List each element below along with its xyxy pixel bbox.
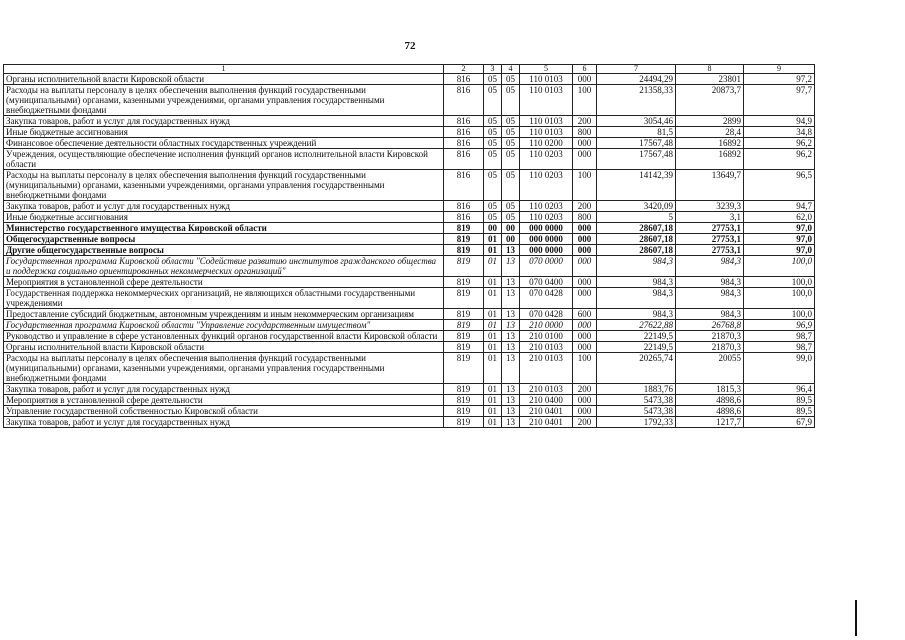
expense-type-cell: 000 — [573, 320, 597, 331]
expense-type-cell: 000 — [573, 342, 597, 353]
ministry-code-cell: 819 — [444, 406, 484, 417]
planned-amount-cell: 1792,33 — [597, 417, 676, 428]
table-row — [4, 138, 815, 149]
section-code-cell: 01 — [484, 406, 502, 417]
expense-name-cell: Расходы на выплаты персоналу в целях обеспечения выполнения функций государственными (муниципальными) органами, казенными учреждениями, органами управления государственными внебюджетными фондами — [4, 85, 444, 116]
section-code-cell: 01 — [484, 331, 502, 342]
expense-type-cell: 000 — [573, 149, 597, 170]
target-article-cell: 070 0000 — [520, 256, 573, 277]
target-article-cell: 070 0400 — [520, 277, 573, 288]
execution-percent-cell: 96,9 — [744, 320, 815, 331]
section-code-cell: 00 — [484, 223, 502, 234]
subsection-code-cell: 05 — [502, 201, 520, 212]
expense-name-cell: Расходы на выплаты персоналу в целях обеспечения выполнения функций государственными (муниципальными) органами, казенными учреждениями, органами управления государственными внебюджетными фондами — [4, 353, 444, 384]
expense-name-cell: Расходы на выплаты персоналу в целях обеспечения выполнения функций государственными (муниципальными) органами, казенными учреждениями, органами управления государственными внебюджетными фондами — [4, 170, 444, 201]
section-code-cell: 05 — [484, 149, 502, 170]
planned-amount-cell: 81,5 — [597, 127, 676, 138]
section-code-cell: 05 — [484, 201, 502, 212]
expense-type-cell: 200 — [573, 201, 597, 212]
expense-type-cell: 200 — [573, 116, 597, 127]
executed-amount-cell: 21870,3 — [676, 331, 744, 342]
ministry-code-cell: 819 — [444, 277, 484, 288]
planned-amount-cell: 984,3 — [597, 256, 676, 277]
header-cell-1: 1 — [4, 65, 444, 74]
table-row — [4, 149, 815, 170]
executed-amount-cell: 26768,8 — [676, 320, 744, 331]
table-row — [4, 384, 815, 395]
target-article-cell: 110 0203 — [520, 170, 573, 201]
header-cell-9: 9 — [744, 65, 815, 74]
subsection-code-cell: 05 — [502, 74, 520, 85]
expense-type-cell: 000 — [573, 138, 597, 149]
expense-name-cell: Руководство и управление в сфере установленных функций органов государственной власти Кировской области — [4, 331, 444, 342]
subsection-code-cell: 13 — [502, 406, 520, 417]
ministry-code-cell: 816 — [444, 127, 484, 138]
target-article-cell: 110 0203 — [520, 212, 573, 223]
executed-amount-cell: 2899 — [676, 116, 744, 127]
planned-amount-cell: 5473,38 — [597, 395, 676, 406]
ministry-code-cell: 816 — [444, 138, 484, 149]
executed-amount-cell: 984,3 — [676, 277, 744, 288]
subsection-code-cell: 13 — [502, 256, 520, 277]
expense-type-cell: 200 — [573, 417, 597, 428]
section-code-cell: 01 — [484, 353, 502, 384]
ministry-code-cell: 816 — [444, 201, 484, 212]
subsection-code-cell: 05 — [502, 212, 520, 223]
table-row — [4, 309, 815, 320]
planned-amount-cell: 5473,38 — [597, 406, 676, 417]
planned-amount-cell: 984,3 — [597, 277, 676, 288]
ministry-code-cell: 819 — [444, 234, 484, 245]
header-cell-8: 8 — [676, 65, 744, 74]
target-article-cell: 000 0000 — [520, 245, 573, 256]
subsection-code-cell: 05 — [502, 85, 520, 116]
executed-amount-cell: 3,1 — [676, 212, 744, 223]
execution-percent-cell: 34,8 — [744, 127, 815, 138]
expense-type-cell: 100 — [573, 353, 597, 384]
executed-amount-cell: 13649,7 — [676, 170, 744, 201]
expense-type-cell: 000 — [573, 331, 597, 342]
execution-percent-cell: 100,0 — [744, 277, 815, 288]
subsection-code-cell: 13 — [502, 309, 520, 320]
header-cell-4: 4 — [502, 65, 520, 74]
margin-line — [855, 600, 857, 636]
table-row — [4, 234, 815, 245]
expense-name-cell: Органы исполнительной власти Кировской области — [4, 74, 444, 85]
section-code-cell: 01 — [484, 234, 502, 245]
planned-amount-cell: 20265,74 — [597, 353, 676, 384]
target-article-cell: 110 0103 — [520, 85, 573, 116]
expense-type-cell: 000 — [573, 406, 597, 417]
execution-percent-cell: 97,2 — [744, 74, 815, 85]
section-code-cell: 01 — [484, 256, 502, 277]
section-code-cell: 05 — [484, 85, 502, 116]
ministry-code-cell: 816 — [444, 85, 484, 116]
expense-name-cell: Иные бюджетные ассигнования — [4, 127, 444, 138]
execution-percent-cell: 96,5 — [744, 170, 815, 201]
execution-percent-cell: 98,7 — [744, 342, 815, 353]
executed-amount-cell: 984,3 — [676, 309, 744, 320]
expense-type-cell: 800 — [573, 127, 597, 138]
header-cell-7: 7 — [597, 65, 676, 74]
expense-type-cell: 000 — [573, 277, 597, 288]
ministry-code-cell: 819 — [444, 309, 484, 320]
expense-name-cell: Учреждения, осуществляющие обеспечение исполнения функций органов исполнительной власти Кировской области — [4, 149, 444, 170]
table-row — [4, 406, 815, 417]
target-article-cell: 210 0401 — [520, 417, 573, 428]
executed-amount-cell: 21870,3 — [676, 342, 744, 353]
table-row — [4, 223, 815, 234]
ministry-code-cell: 816 — [444, 212, 484, 223]
execution-percent-cell: 94,7 — [744, 201, 815, 212]
section-code-cell: 01 — [484, 277, 502, 288]
expense-type-cell: 000 — [573, 288, 597, 309]
subsection-code-cell: 13 — [502, 277, 520, 288]
expense-name-cell: Управление государственной собственностью Кировской области — [4, 406, 444, 417]
expense-name-cell: Общегосударственные вопросы — [4, 234, 444, 245]
ministry-code-cell: 816 — [444, 149, 484, 170]
execution-percent-cell: 96,2 — [744, 138, 815, 149]
target-article-cell: 000 0000 — [520, 234, 573, 245]
table-row — [4, 277, 815, 288]
target-article-cell: 210 0103 — [520, 342, 573, 353]
ministry-code-cell: 819 — [444, 395, 484, 406]
execution-percent-cell: 67,9 — [744, 417, 815, 428]
target-article-cell: 110 0203 — [520, 149, 573, 170]
section-code-cell: 01 — [484, 320, 502, 331]
subsection-code-cell: 13 — [502, 384, 520, 395]
subsection-code-cell: 05 — [502, 138, 520, 149]
execution-percent-cell: 96,2 — [744, 149, 815, 170]
header-cell-6: 6 — [573, 65, 597, 74]
subsection-code-cell: 13 — [502, 353, 520, 384]
executed-amount-cell: 984,3 — [676, 256, 744, 277]
subsection-code-cell: 05 — [502, 116, 520, 127]
ministry-code-cell: 819 — [444, 223, 484, 234]
subsection-code-cell: 13 — [502, 320, 520, 331]
subsection-code-cell: 13 — [502, 245, 520, 256]
expense-type-cell: 600 — [573, 309, 597, 320]
subsection-code-cell: 05 — [502, 127, 520, 138]
table-row — [4, 331, 815, 342]
section-code-cell: 01 — [484, 395, 502, 406]
execution-percent-cell: 100,0 — [744, 256, 815, 277]
section-code-cell: 01 — [484, 417, 502, 428]
table-row — [4, 288, 815, 309]
execution-percent-cell: 94,9 — [744, 116, 815, 127]
target-article-cell: 070 0428 — [520, 288, 573, 309]
execution-percent-cell: 97,0 — [744, 223, 815, 234]
ministry-code-cell: 816 — [444, 116, 484, 127]
expense-type-cell: 000 — [573, 223, 597, 234]
planned-amount-cell: 28607,18 — [597, 245, 676, 256]
execution-percent-cell: 98,7 — [744, 331, 815, 342]
ministry-code-cell: 816 — [444, 170, 484, 201]
expense-name-cell: Иные бюджетные ассигнования — [4, 212, 444, 223]
execution-percent-cell: 62,0 — [744, 212, 815, 223]
planned-amount-cell: 1883,76 — [597, 384, 676, 395]
expense-name-cell: Мероприятия в установленной сфере деятельности — [4, 395, 444, 406]
table-row — [4, 342, 815, 353]
ministry-code-cell: 819 — [444, 342, 484, 353]
expense-name-cell: Государственная программа Кировской области "Содействие развитию институтов гражданского общества и поддержка социально ориентированных некоммерческих организаций" — [4, 256, 444, 277]
expense-type-cell: 100 — [573, 85, 597, 116]
ministry-code-cell: 816 — [444, 74, 484, 85]
ministry-code-cell: 819 — [444, 417, 484, 428]
target-article-cell: 110 0103 — [520, 74, 573, 85]
table-row — [4, 127, 815, 138]
planned-amount-cell: 24494,29 — [597, 74, 676, 85]
table-row — [4, 320, 815, 331]
expense-type-cell: 000 — [573, 234, 597, 245]
table-row — [4, 74, 815, 85]
planned-amount-cell: 27622,88 — [597, 320, 676, 331]
expense-name-cell: Государственная программа Кировской области "Управление государственным имуществом" — [4, 320, 444, 331]
subsection-code-cell: 00 — [502, 234, 520, 245]
expense-name-cell: Финансовое обеспечение деятельности областных государственных учреждений — [4, 138, 444, 149]
table-row — [4, 116, 815, 127]
expense-name-cell: Закупка товаров, работ и услуг для государственных нужд — [4, 201, 444, 212]
table-row — [4, 85, 815, 116]
target-article-cell: 210 0100 — [520, 331, 573, 342]
executed-amount-cell: 28,4 — [676, 127, 744, 138]
expense-name-cell: Закупка товаров, работ и услуг для государственных нужд — [4, 384, 444, 395]
ministry-code-cell: 819 — [444, 353, 484, 384]
section-code-cell: 05 — [484, 116, 502, 127]
planned-amount-cell: 22149,5 — [597, 342, 676, 353]
execution-percent-cell: 97,0 — [744, 234, 815, 245]
header-cell-2: 2 — [444, 65, 484, 74]
executed-amount-cell: 1815,3 — [676, 384, 744, 395]
ministry-code-cell: 819 — [444, 256, 484, 277]
ministry-code-cell: 819 — [444, 384, 484, 395]
section-code-cell: 05 — [484, 170, 502, 201]
target-article-cell: 210 0401 — [520, 406, 573, 417]
executed-amount-cell: 16892 — [676, 149, 744, 170]
executed-amount-cell: 20055 — [676, 353, 744, 384]
planned-amount-cell: 28607,18 — [597, 223, 676, 234]
planned-amount-cell: 5 — [597, 212, 676, 223]
expense-name-cell: Министерство государственного имущества Кировской области — [4, 223, 444, 234]
expense-type-cell: 000 — [573, 395, 597, 406]
planned-amount-cell: 14142,39 — [597, 170, 676, 201]
execution-percent-cell: 97,0 — [744, 245, 815, 256]
execution-percent-cell: 96,4 — [744, 384, 815, 395]
subsection-code-cell: 13 — [502, 342, 520, 353]
target-article-cell: 110 0103 — [520, 127, 573, 138]
target-article-cell: 110 0103 — [520, 116, 573, 127]
subsection-code-cell: 13 — [502, 331, 520, 342]
section-code-cell: 01 — [484, 384, 502, 395]
expense-name-cell: Государственная поддержка некоммерческих организаций, не являющихся областными государственными учреждениями — [4, 288, 444, 309]
executed-amount-cell: 4898,6 — [676, 395, 744, 406]
execution-percent-cell: 89,5 — [744, 406, 815, 417]
section-code-cell: 05 — [484, 127, 502, 138]
expense-name-cell: Закупка товаров, работ и услуг для государственных нужд — [4, 116, 444, 127]
planned-amount-cell: 984,3 — [597, 288, 676, 309]
expense-type-cell: 200 — [573, 384, 597, 395]
table-row — [4, 395, 815, 406]
target-article-cell: 000 0000 — [520, 223, 573, 234]
subsection-code-cell: 13 — [502, 288, 520, 309]
ministry-code-cell: 819 — [444, 245, 484, 256]
planned-amount-cell: 17567,48 — [597, 149, 676, 170]
section-code-cell: 01 — [484, 342, 502, 353]
execution-percent-cell: 100,0 — [744, 309, 815, 320]
table-row — [4, 201, 815, 212]
expense-name-cell: Предоставление субсидий бюджетным, автономным учреждениям и иным некоммерческим организациям — [4, 309, 444, 320]
execution-percent-cell: 89,5 — [744, 395, 815, 406]
section-code-cell: 01 — [484, 245, 502, 256]
section-code-cell: 05 — [484, 212, 502, 223]
expense-type-cell: 000 — [573, 74, 597, 85]
expense-type-cell: 000 — [573, 256, 597, 277]
planned-amount-cell: 21358,33 — [597, 85, 676, 116]
header-cell-5: 5 — [520, 65, 573, 74]
target-article-cell: 070 0428 — [520, 309, 573, 320]
planned-amount-cell: 3054,46 — [597, 116, 676, 127]
planned-amount-cell: 22149,5 — [597, 331, 676, 342]
executed-amount-cell: 4898,6 — [676, 406, 744, 417]
executed-amount-cell: 23801 — [676, 74, 744, 85]
subsection-code-cell: 00 — [502, 223, 520, 234]
subsection-code-cell: 05 — [502, 170, 520, 201]
expense-name-cell: Органы исполнительной власти Кировской области — [4, 342, 444, 353]
page-number: 72 — [404, 40, 416, 52]
table-row — [4, 212, 815, 223]
table-row — [4, 417, 815, 428]
executed-amount-cell: 3239,3 — [676, 201, 744, 212]
subsection-code-cell: 13 — [502, 395, 520, 406]
expense-name-cell: Закупка товаров, работ и услуг для государственных нужд — [4, 417, 444, 428]
execution-percent-cell: 100,0 — [744, 288, 815, 309]
target-article-cell: 210 0400 — [520, 395, 573, 406]
planned-amount-cell: 28607,18 — [597, 234, 676, 245]
target-article-cell: 210 0103 — [520, 384, 573, 395]
section-code-cell: 01 — [484, 288, 502, 309]
section-code-cell: 01 — [484, 309, 502, 320]
expense-type-cell: 000 — [573, 245, 597, 256]
subsection-code-cell: 05 — [502, 149, 520, 170]
table-row — [4, 353, 815, 384]
expense-type-cell: 100 — [573, 170, 597, 201]
header-cell-3: 3 — [484, 65, 502, 74]
target-article-cell: 210 0103 — [520, 353, 573, 384]
executed-amount-cell: 1217,7 — [676, 417, 744, 428]
ministry-code-cell: 819 — [444, 288, 484, 309]
execution-percent-cell: 97,7 — [744, 85, 815, 116]
expense-type-cell: 800 — [573, 212, 597, 223]
executed-amount-cell: 27753,1 — [676, 234, 744, 245]
table-row — [4, 170, 815, 201]
ministry-code-cell: 819 — [444, 320, 484, 331]
target-article-cell: 110 0203 — [520, 201, 573, 212]
planned-amount-cell: 3420,09 — [597, 201, 676, 212]
expense-name-cell: Мероприятия в установленной сфере деятельности — [4, 277, 444, 288]
executed-amount-cell: 27753,1 — [676, 245, 744, 256]
section-code-cell: 05 — [484, 74, 502, 85]
planned-amount-cell: 17567,48 — [597, 138, 676, 149]
executed-amount-cell: 16892 — [676, 138, 744, 149]
table-row — [4, 245, 815, 256]
executed-amount-cell: 20873,7 — [676, 85, 744, 116]
target-article-cell: 110 0200 — [520, 138, 573, 149]
section-code-cell: 05 — [484, 138, 502, 149]
table-header-row — [4, 65, 815, 74]
subsection-code-cell: 13 — [502, 417, 520, 428]
budget-table — [3, 64, 815, 428]
expense-name-cell: Другие общегосударственные вопросы — [4, 245, 444, 256]
target-article-cell: 210 0000 — [520, 320, 573, 331]
planned-amount-cell: 984,3 — [597, 309, 676, 320]
execution-percent-cell: 99,0 — [744, 353, 815, 384]
ministry-code-cell: 819 — [444, 331, 484, 342]
executed-amount-cell: 27753,1 — [676, 223, 744, 234]
executed-amount-cell: 984,3 — [676, 288, 744, 309]
table-row — [4, 256, 815, 277]
